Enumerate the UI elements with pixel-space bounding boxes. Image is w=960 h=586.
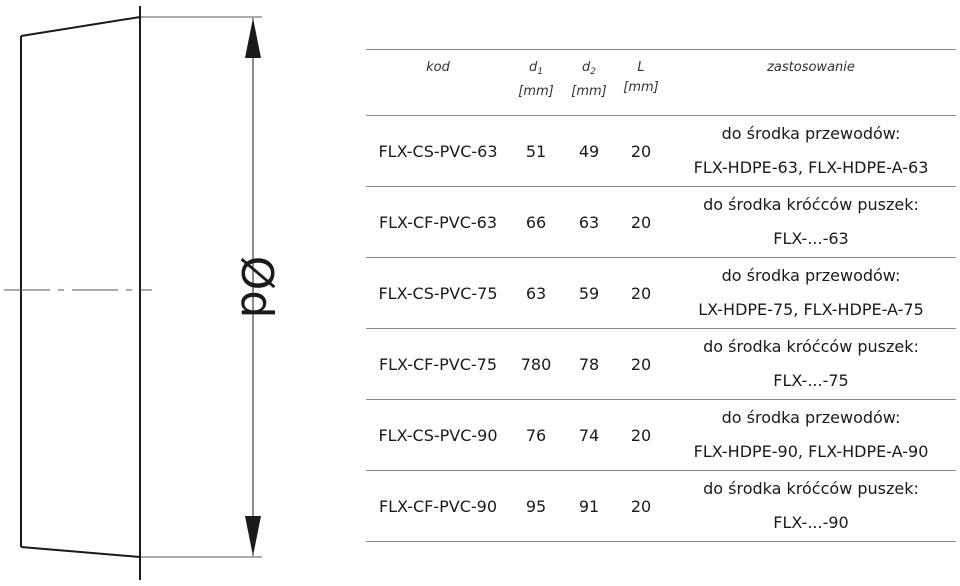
table-header-row <box>366 50 956 116</box>
cell-l: 20 <box>616 329 666 400</box>
cell-code: FLX-CF-PVC-75 <box>366 329 510 400</box>
header-d1: $d_1$ [mm] <box>510 50 562 116</box>
cell-d2: 59 <box>562 258 616 329</box>
cell-d2: 74 <box>562 400 616 471</box>
cell-d1: 51 <box>510 116 562 187</box>
cell-code: FLX-CS-PVC-75 <box>366 258 510 329</box>
cell-l: 20 <box>616 258 666 329</box>
header-code: kod <box>366 50 510 116</box>
cell-d2: 78 <box>562 329 616 400</box>
dimension-arrow-bottom <box>245 516 261 556</box>
cell-usage: do środka przewodów: LX-HDPE-75, FLX-HDPE-A-75 <box>666 258 956 329</box>
table-row <box>366 187 956 258</box>
cell-l: 20 <box>616 116 666 187</box>
cell-d1: 95 <box>510 471 562 542</box>
table-row <box>366 471 956 542</box>
technical-drawing <box>0 0 300 586</box>
cell-usage: do środka przewodów: FLX-HDPE-90, FLX-HDPE-A-90 <box>666 400 956 471</box>
table-row <box>366 400 956 471</box>
cell-d2: 63 <box>562 187 616 258</box>
part-top-edge <box>21 17 140 36</box>
header-usage: zastosowanie <box>666 50 956 116</box>
cell-code: FLX-CF-PVC-63 <box>366 187 510 258</box>
cell-d1: 76 <box>510 400 562 471</box>
specification-table <box>366 49 956 542</box>
cell-code: FLX-CS-PVC-90 <box>366 400 510 471</box>
cell-code: FLX-CF-PVC-90 <box>366 471 510 542</box>
cell-d1: 63 <box>510 258 562 329</box>
header-l: L [mm] <box>616 50 666 116</box>
part-bottom-edge <box>21 547 140 557</box>
cell-d2: 49 <box>562 116 616 187</box>
cell-code: FLX-CS-PVC-63 <box>366 116 510 187</box>
table-row <box>366 258 956 329</box>
cell-d2: 91 <box>562 471 616 542</box>
header-d2: $d_2$ [mm] <box>562 50 616 116</box>
cell-l: 20 <box>616 400 666 471</box>
table-row <box>366 116 956 187</box>
dimension-arrow-top <box>245 18 261 58</box>
cell-d1: 780 <box>510 329 562 400</box>
dimension-label: Ød <box>231 255 282 319</box>
cell-usage: do środka przewodów: FLX-HDPE-63, FLX-HDPE-A-63 <box>666 116 956 187</box>
cell-usage: do środka króćców puszek: FLX-...-75 <box>666 329 956 400</box>
cell-d1: 66 <box>510 187 562 258</box>
table-row <box>366 329 956 400</box>
cell-usage: do środka króćców puszek: FLX-...-90 <box>666 471 956 542</box>
cell-l: 20 <box>616 187 666 258</box>
cell-usage: do środka króćców puszek: FLX-...-63 <box>666 187 956 258</box>
cell-l: 20 <box>616 471 666 542</box>
